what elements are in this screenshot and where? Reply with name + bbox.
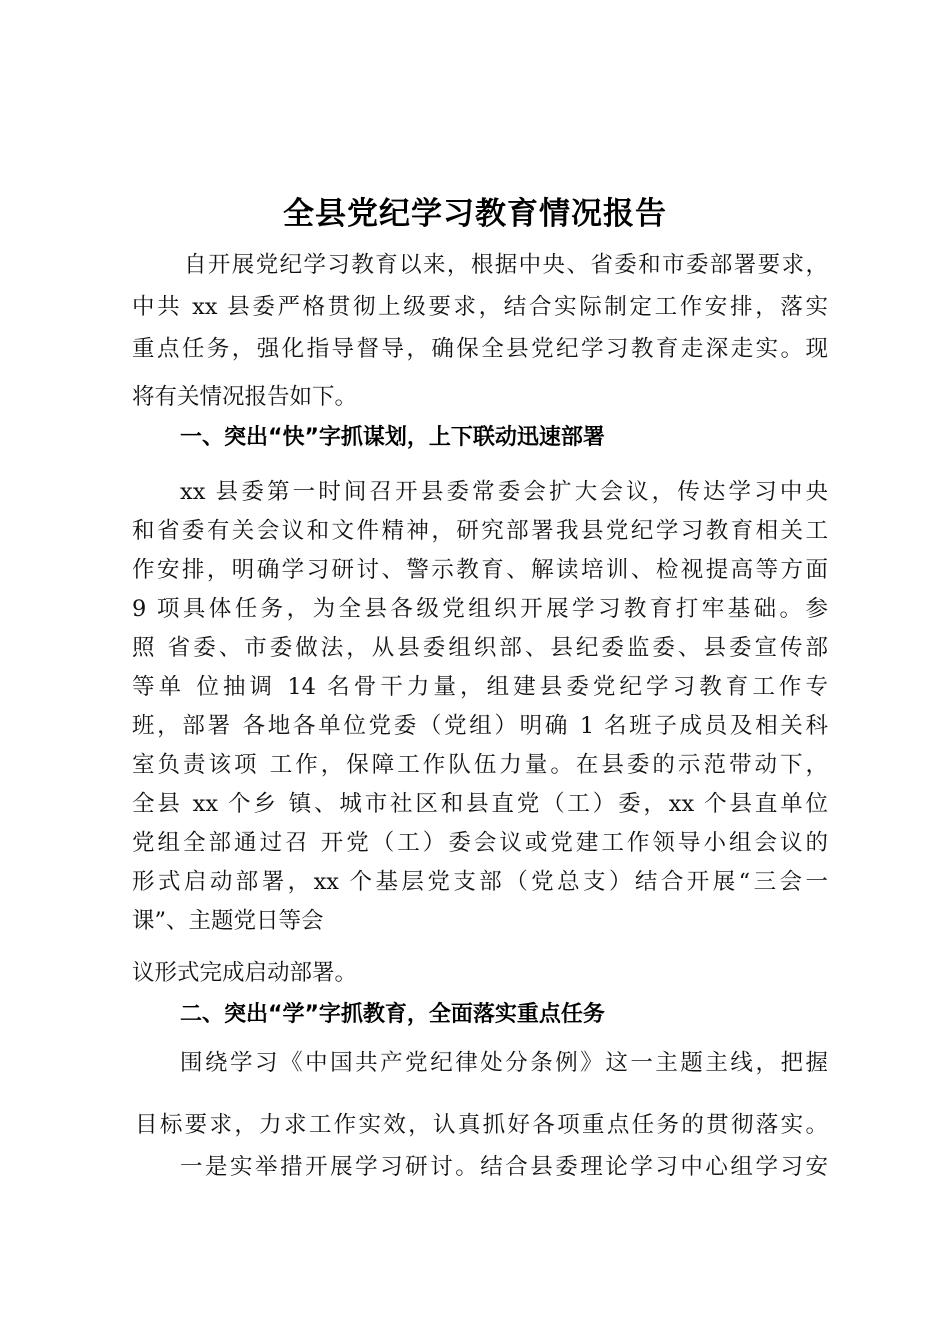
section-1-line: 党组全部通过召 开党（工）委会议或党建工作领导小组会议的 [132,830,828,856]
section-1-line: 课”、主题党日等会 [132,908,324,934]
section-1-line: 班，部署 各地各单位党委（党组）明确 1 名班子成员及相关科 [132,713,828,739]
section-2-heading: 二、突出“学”字抓教育，全面落实重点任务 [180,1002,605,1027]
section-1-line: 形式启动部署，xx 个基层党支部（党总支）结合开展“三会一 [132,869,828,895]
section-2-line: 围绕学习《中国共产党纪律处分条例》这一主题主线，把握 [180,1050,828,1076]
section-1-line: 等单 位抽调 14 名骨干力量，组建县委党纪学习教育工作专 [132,674,828,700]
section-1-line: 9 项具体任务，为全县各级党组织开展学习教育打牢基础。参 [132,596,828,622]
section-1-line: 作安排，明确学习研讨、警示教育、解读培训、检视提高等方面 [132,557,828,583]
intro-line: 中共 xx 县委严格贯彻上级要求，结合实际制定工作安排，落实 [132,294,828,320]
section-1-line: 全县 xx 个乡 镇、城市社区和县直党（工）委，xx 个县直单位 [132,791,828,817]
intro-line: 自开展党纪学习教育以来，根据中央、省委和市委部署要求， [184,252,828,278]
intro-line: 将有关情况报告如下。 [132,384,358,410]
section-1-heading: 一、突出“快”字抓谋划，上下联动迅速部署 [180,425,605,450]
intro-line: 重点任务，强化指导督导，确保全县党纪学习教育走深走实。现 [132,336,828,362]
section-1-line: 室负责该项 工作，保障工作队伍力量。在县委的示范带动下， [132,752,828,778]
section-2-line: 一是实举措开展学习研讨。结合县委理论学习中心组学习安 [180,1154,828,1180]
section-1-line: xx 县委第一时间召开县委常委会扩大会议，传达学习中央 [180,479,828,505]
section-1-line: 和省委有关会议和文件精神，研究部署我县党纪学习教育相关工 [132,518,828,544]
document-title: 全县党纪学习教育情况报告 [283,196,667,232]
section-2-line: 目标要求，力求工作实效，认真抓好各项重点任务的贯彻落实。 [135,1112,828,1138]
section-1-line: 照 省委、市委做法，从县委组织部、县纪委监委、县委宣传部 [132,635,828,661]
section-1-line: 议形式完成启动部署。 [132,960,358,986]
